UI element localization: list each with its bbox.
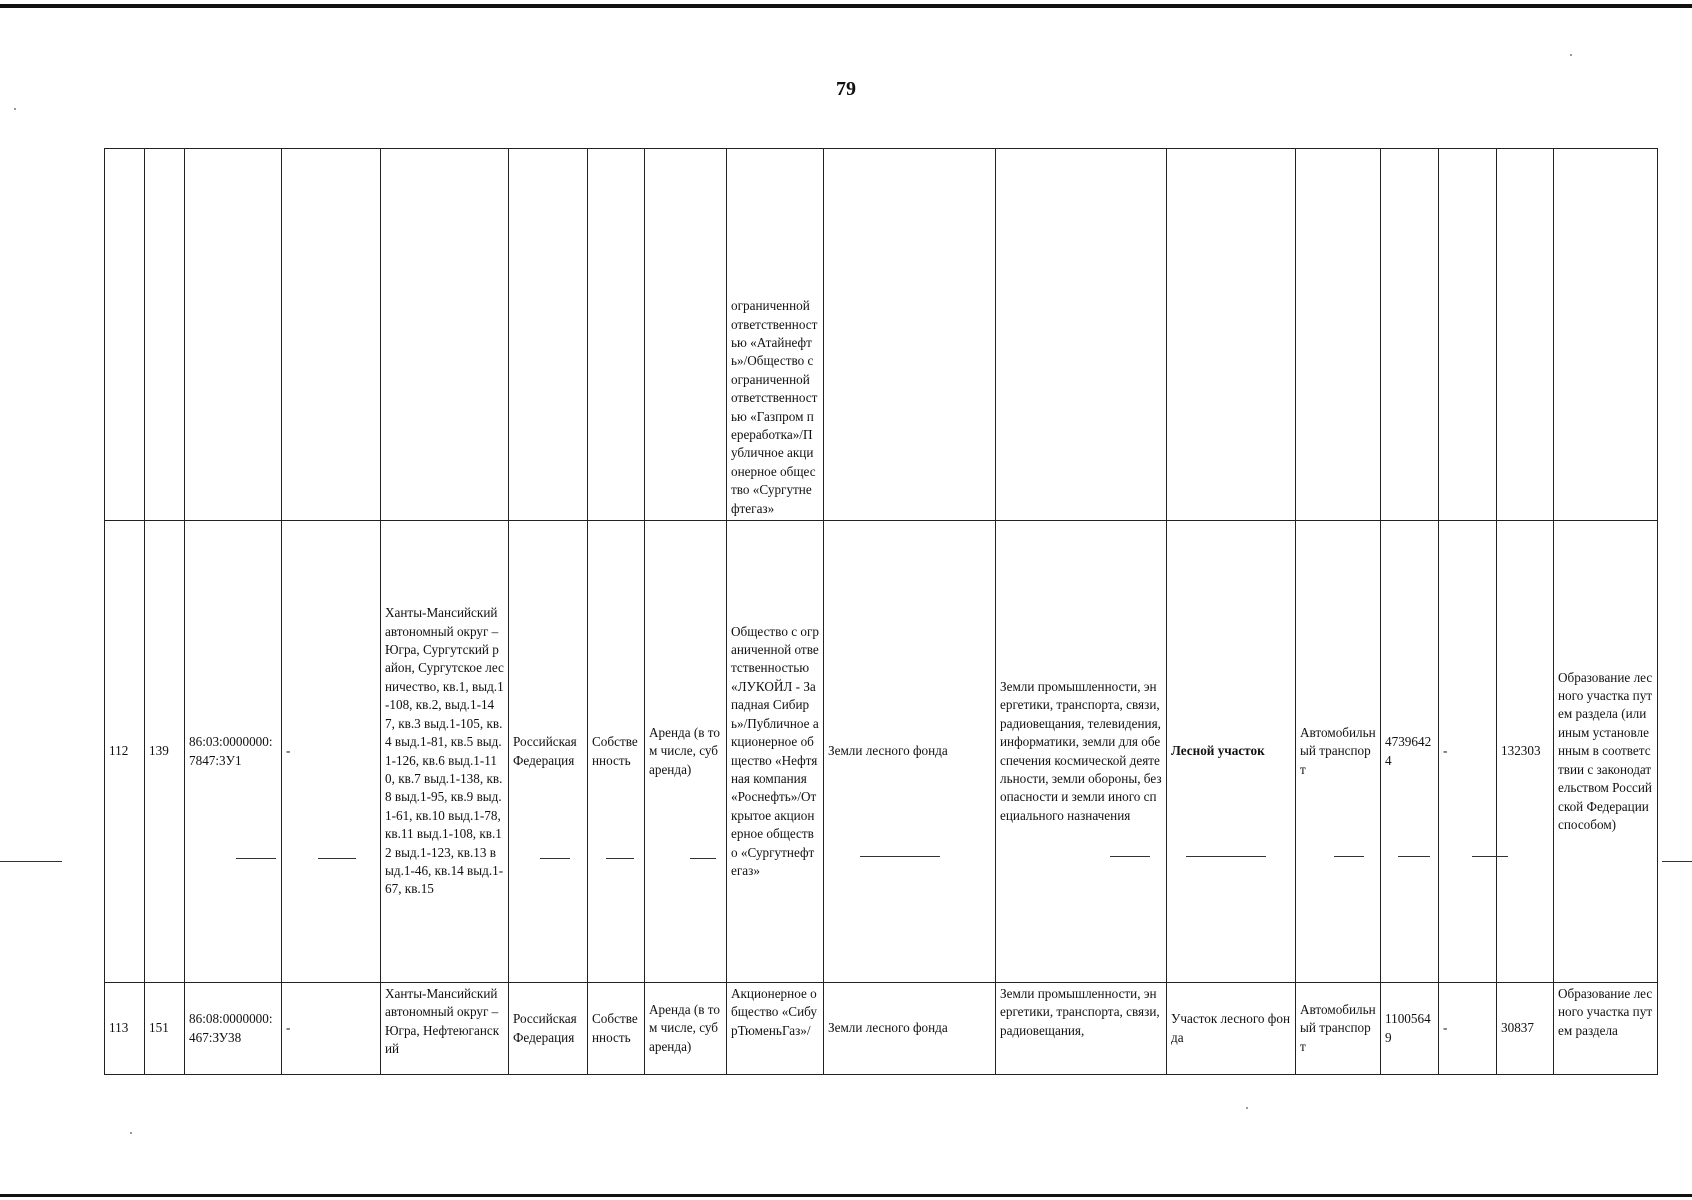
scan-artifact-line	[606, 858, 634, 859]
row-index: 139	[145, 521, 185, 983]
scan-artifact-line	[1334, 856, 1364, 857]
address: Ханты-Мансийский автономный округ – Югра, Сургутский район, Сургутское лесничество, кв.1, выд.1-108, кв.2, выд.1-147, кв.3 выд.1-105, кв.4 выд.1-81, кв.5 выд.1-126, кв.6 выд.1-110, кв.7 выд.1-138, кв.8 выд.1-95, кв.9 выд.1-61, кв.10 выд.1-78, кв.11 выд.1-108, кв.12 выд.1-123, кв.13 выд.1-46, кв.14 выд.1-67, кв.15	[381, 521, 509, 983]
formation-basis: Образование лесного участка путем раздела	[1554, 983, 1658, 1075]
object-type: Участок лесного фонда	[1167, 983, 1296, 1075]
right-holder: ограниченной ответственностью «Атайнефть»/Общество с ограниченной ответственностью «Газпром переработка»/Публичное акционерное общество «Сургутнефтегаз»	[727, 149, 824, 521]
formation-basis: Образование лесного участка путем раздела (или иным установленным в соответствии с законодательством Российской Федерации способом)	[1554, 521, 1658, 983]
cell-col16: 132303	[1497, 521, 1554, 983]
row-number: 112	[105, 521, 145, 983]
scan-artifact-line	[1186, 856, 1266, 857]
row-number	[105, 149, 145, 521]
formation-basis	[1554, 149, 1658, 521]
right-type: Собственность	[588, 521, 645, 983]
row-index	[145, 149, 185, 521]
scan-artifact-line	[318, 858, 356, 859]
cell-col16	[1497, 149, 1554, 521]
land-plots-table	[104, 148, 1658, 1075]
restriction	[645, 149, 727, 521]
bottom-border-line	[0, 1194, 1692, 1197]
cell-col16: 30837	[1497, 983, 1554, 1075]
cadastral-number	[185, 149, 282, 521]
top-border-line	[0, 4, 1692, 8]
page-number: 79	[836, 78, 856, 100]
permitted-use	[996, 149, 1167, 521]
purpose: Автомобильный транспорт	[1296, 521, 1381, 983]
right-type	[588, 149, 645, 521]
scan-artifact-line	[1472, 856, 1508, 857]
right-holder: Общество с ограниченной ответственностью «ЛУКОЙЛ - Западная Сибирь»/Публичное акционерное общество «Нефтяная компания «Роснефть»/Открытое акционерное общество «Сургутнефтегаз»	[727, 521, 824, 983]
purpose	[1296, 149, 1381, 521]
scan-artifact-line	[540, 858, 570, 859]
purpose: Автомобильный транспорт	[1296, 983, 1381, 1075]
row-number: 113	[105, 983, 145, 1075]
scan-artifact-dot	[14, 108, 16, 110]
object-type	[1167, 149, 1296, 521]
table-row	[105, 983, 1658, 1075]
scan-artifact-line	[236, 858, 276, 859]
land-category	[824, 149, 996, 521]
address: Ханты-Мансийский автономный округ – Югра, Нефтеюганский	[381, 983, 509, 1075]
area: 11005649	[1381, 983, 1439, 1075]
cell-col4: -	[282, 983, 381, 1075]
owner: Российская Федерация	[509, 521, 588, 983]
cell-col4: -	[282, 521, 381, 983]
area: 47396424	[1381, 521, 1439, 983]
cadastral-number: 86:08:0000000:467:ЗУ38	[185, 983, 282, 1075]
table-row	[105, 521, 1658, 983]
right-holder: Акционерное общество «СибурТюменьГаз»/	[727, 983, 824, 1075]
table-row	[105, 149, 1658, 521]
cell-col15	[1439, 149, 1497, 521]
scan-artifact-line	[0, 861, 62, 862]
row-index: 151	[145, 983, 185, 1075]
restriction: Аренда (в том числе, субаренда)	[645, 983, 727, 1075]
scan-artifact-dot	[1246, 1107, 1248, 1109]
scan-artifact-line	[690, 858, 716, 859]
address	[381, 149, 509, 521]
scan-artifact-line	[1662, 861, 1692, 862]
permitted-use: Земли промышленности, энергетики, транспорта, связи, радиовещания,	[996, 983, 1167, 1075]
scan-artifact-line	[1398, 856, 1430, 857]
owner: Российская Федерация	[509, 983, 588, 1075]
permitted-use: Земли промышленности, энергетики, транспорта, связи, радиовещания, телевидения, информатики, земли для обеспечения космической деятельности, земли обороны, безопасности и земли иного специального назначения	[996, 521, 1167, 983]
cadastral-number: 86:03:0000000:7847:3У1	[185, 521, 282, 983]
right-type: Собственность	[588, 983, 645, 1075]
cell-col15: -	[1439, 521, 1497, 983]
scan-artifact-line	[860, 856, 940, 857]
land-category: Земли лесного фонда	[824, 983, 996, 1075]
area	[1381, 149, 1439, 521]
land-category: Земли лесного фонда	[824, 521, 996, 983]
cell-col15: -	[1439, 983, 1497, 1075]
owner	[509, 149, 588, 521]
cell-col4	[282, 149, 381, 521]
scan-artifact-dot	[1570, 54, 1572, 56]
restriction: Аренда (в том числе, субаренда)	[645, 521, 727, 983]
scan-artifact-line	[1110, 856, 1150, 857]
scan-artifact-dot	[130, 1132, 132, 1134]
object-type: Лесной участок	[1167, 521, 1296, 983]
